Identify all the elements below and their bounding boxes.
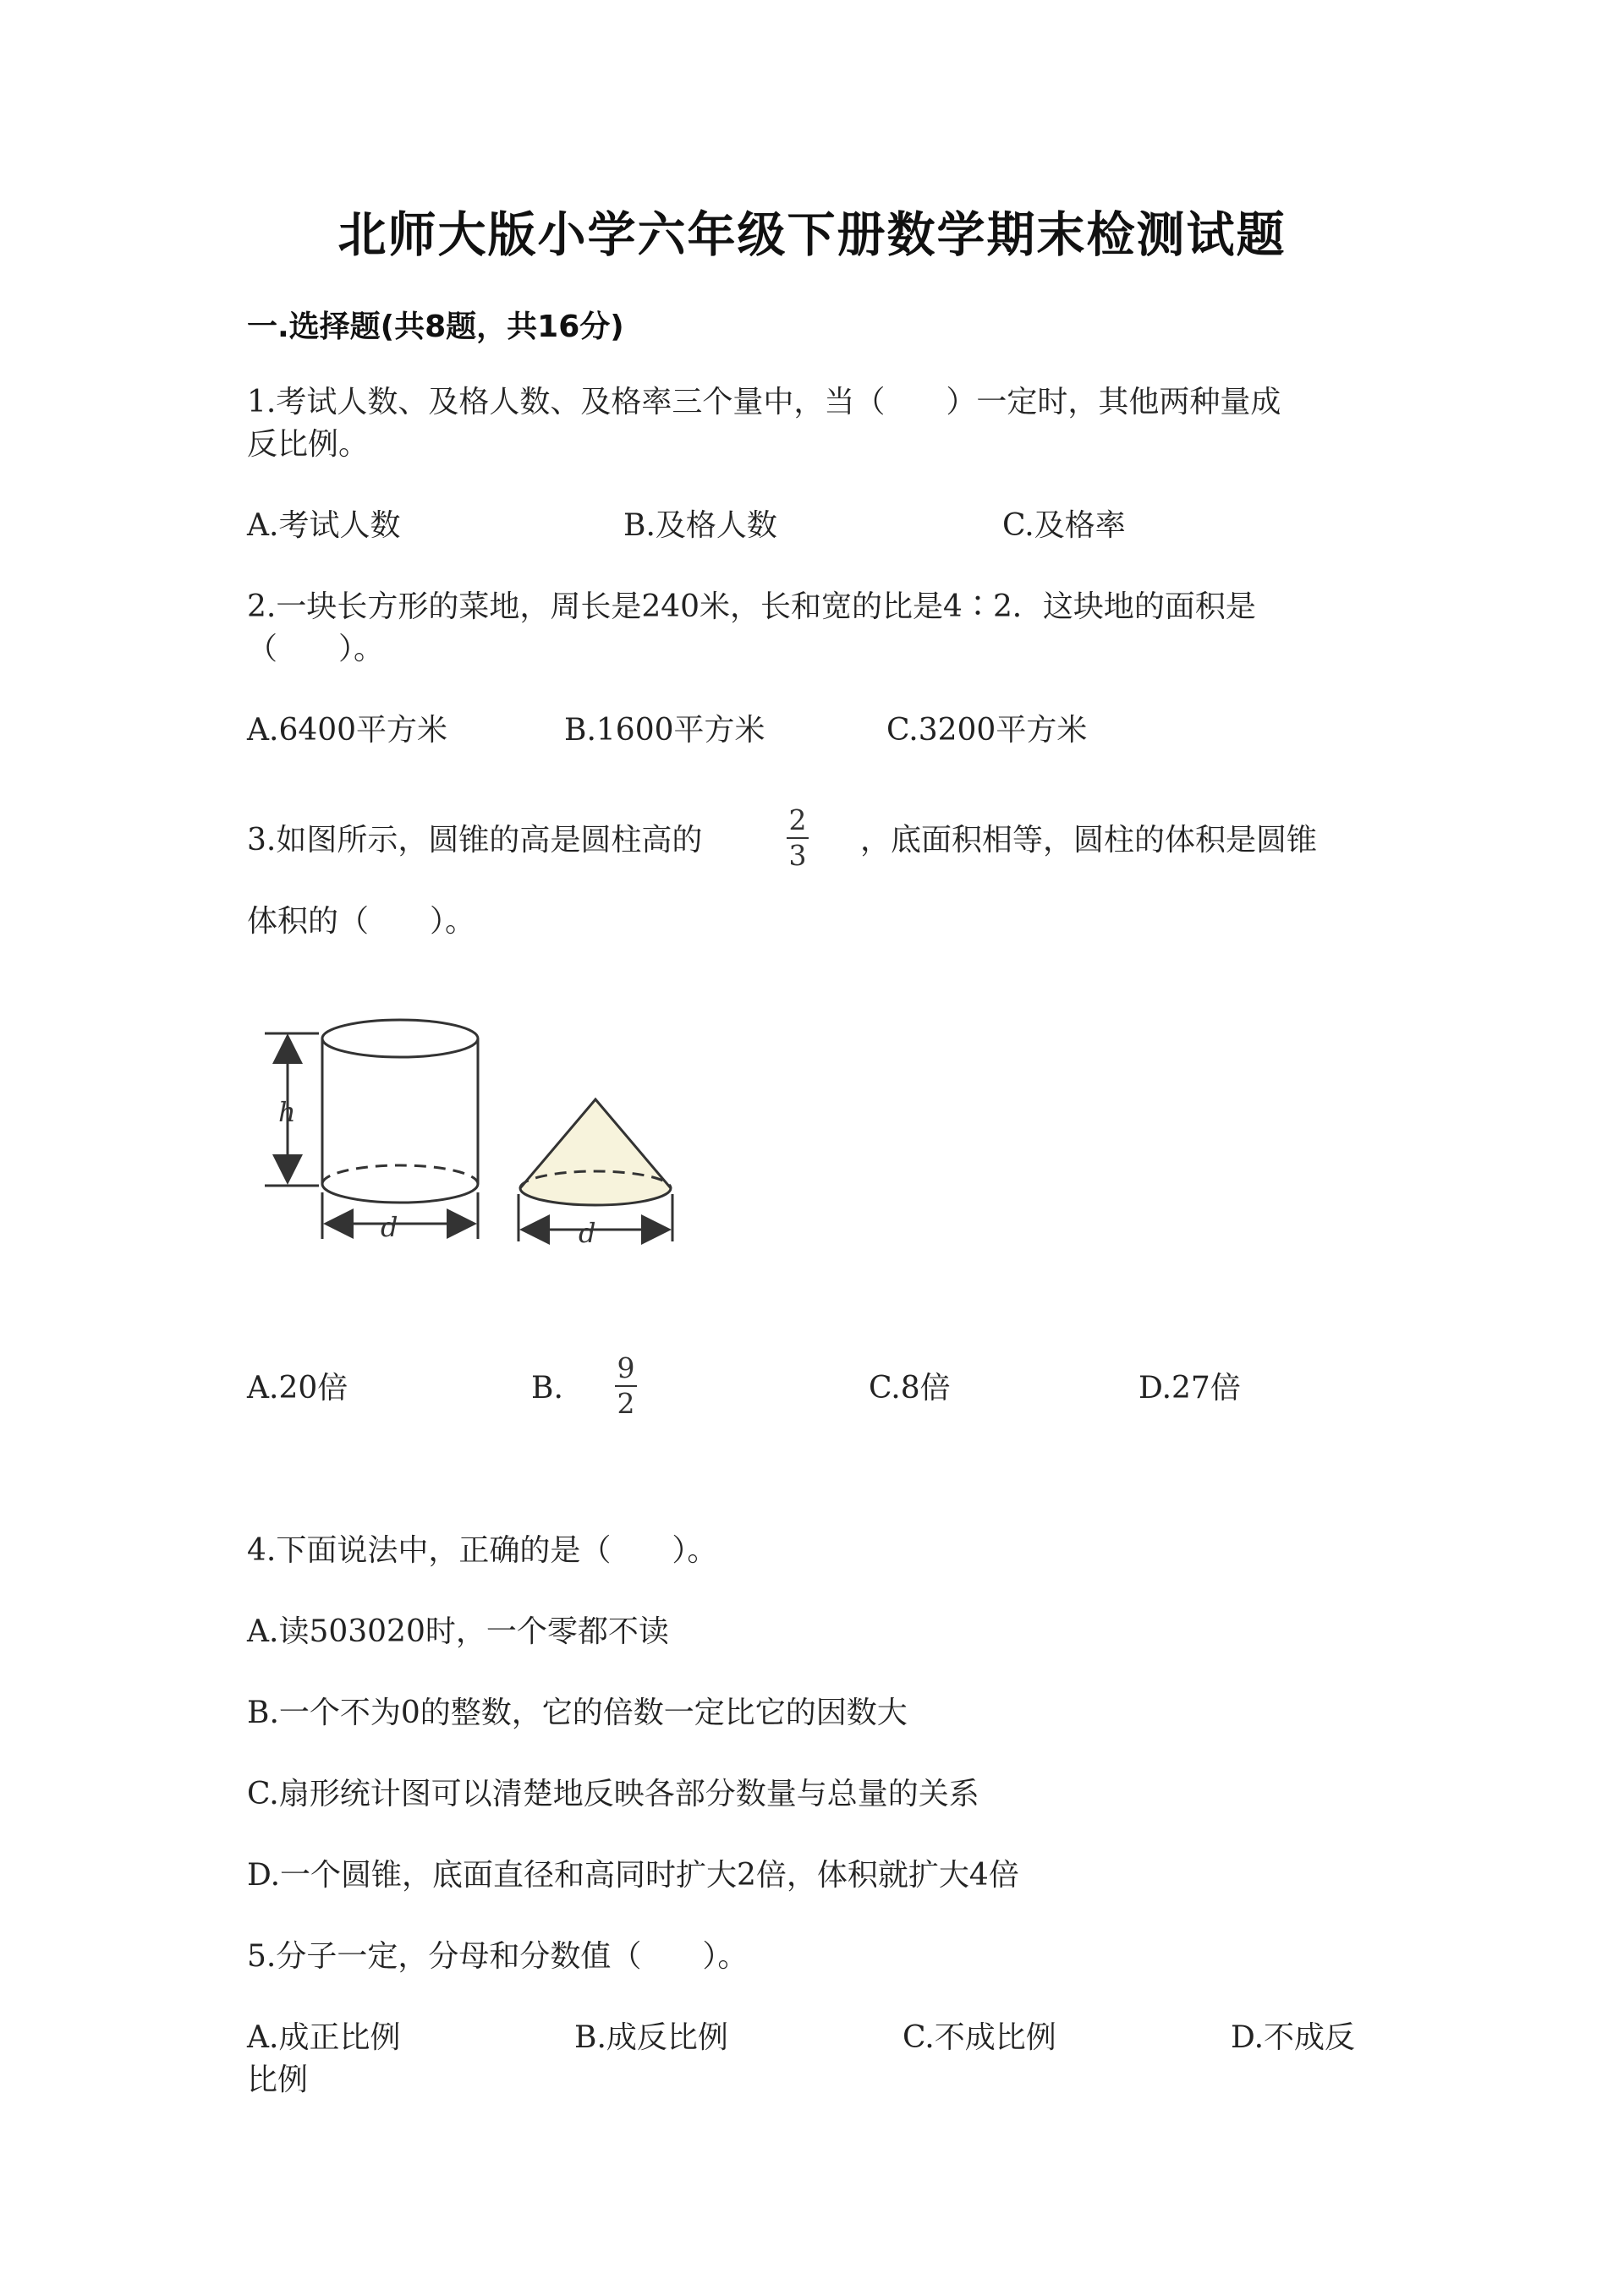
question-2-option-b[interactable]: B.1600平方米 bbox=[564, 713, 765, 748]
question-5-option-b[interactable]: B.成反比例 bbox=[574, 2020, 728, 2055]
question-4-stem: 4.下面说法中，正确的是（ ）。 bbox=[247, 1533, 718, 1568]
question-3-line-1-prefix: 3.如图所示，圆锥的高是圆柱高的 bbox=[247, 823, 703, 858]
question-5-option-c[interactable]: C.不成比例 bbox=[903, 2020, 1056, 2055]
question-5-stem: 5.分子一定，分母和分数值（ ）。 bbox=[247, 1939, 749, 1974]
question-1-line-2: 反比例。 bbox=[247, 427, 370, 462]
fraction-denominator: 2 bbox=[617, 1387, 635, 1420]
question-3-option-d[interactable]: D.27倍 bbox=[1138, 1371, 1241, 1406]
question-5-option-d-wrap: 比例 bbox=[247, 2063, 309, 2097]
question-3-option-a[interactable]: A.20倍 bbox=[247, 1371, 348, 1406]
fraction-denominator: 3 bbox=[788, 839, 807, 872]
question-1-line-1: 1.考试人数、及格人数、及格率三个量中，当（ ）一定时，其他两种量成 bbox=[247, 385, 1281, 419]
cone-shape bbox=[520, 1099, 671, 1205]
question-4-option-d[interactable]: D.一个圆锥，底面直径和高同时扩大2倍，体积就扩大4倍 bbox=[247, 1858, 1019, 1893]
cone-diameter-label: d bbox=[579, 1217, 596, 1249]
fraction-nine-halves bbox=[615, 1353, 637, 1419]
question-4-option-b[interactable]: B.一个不为0的整数，它的倍数一定比它的因数大 bbox=[247, 1696, 908, 1730]
cylinder-diameter-arrow bbox=[322, 1192, 478, 1239]
fraction-two-thirds bbox=[787, 805, 809, 871]
section-heading: 一.选择题(共8题，共16分) bbox=[247, 310, 624, 344]
cylinder-shape bbox=[322, 1020, 478, 1203]
question-1-option-b[interactable]: B.及格人数 bbox=[623, 508, 777, 543]
question-3-option-b-label[interactable]: B. bbox=[531, 1371, 563, 1406]
page-title: 北师大版小学六年级下册数学期末检测试题 bbox=[337, 207, 1287, 263]
fraction-numerator: 9 bbox=[617, 1351, 635, 1384]
question-4-option-c[interactable]: C.扇形统计图可以清楚地反映各部分数量与总量的关系 bbox=[247, 1777, 979, 1811]
fraction-numerator: 2 bbox=[788, 803, 807, 836]
cylinder-diameter-label: d bbox=[381, 1211, 398, 1243]
question-1-option-a[interactable]: A.考试人数 bbox=[247, 508, 401, 543]
question-3-line-2: 体积的（ ）。 bbox=[247, 904, 476, 939]
question-2-option-c[interactable]: C.3200平方米 bbox=[886, 713, 1088, 748]
question-2-line-2: （ ）。 bbox=[247, 632, 385, 666]
question-3-option-c[interactable]: C.8倍 bbox=[869, 1371, 951, 1406]
height-label: h bbox=[278, 1096, 296, 1128]
cylinder-cone-figure bbox=[254, 1006, 694, 1269]
question-2-option-a[interactable]: A.6400平方米 bbox=[247, 713, 448, 748]
question-1-option-c[interactable]: C.及格率 bbox=[1002, 508, 1126, 543]
question-3-line-1-suffix: ，底面积相等，圆柱的体积是圆锥 bbox=[860, 823, 1318, 858]
question-5-option-a[interactable]: A.成正比例 bbox=[247, 2020, 401, 2055]
question-4-option-a[interactable]: A.读503020时，一个零都不读 bbox=[247, 1614, 669, 1649]
question-2-line-1: 2.一块长方形的菜地，周长是240米，长和宽的比是4∶2．这块地的面积是 bbox=[247, 589, 1256, 624]
question-5-option-d[interactable]: D.不成反 bbox=[1231, 2020, 1356, 2055]
